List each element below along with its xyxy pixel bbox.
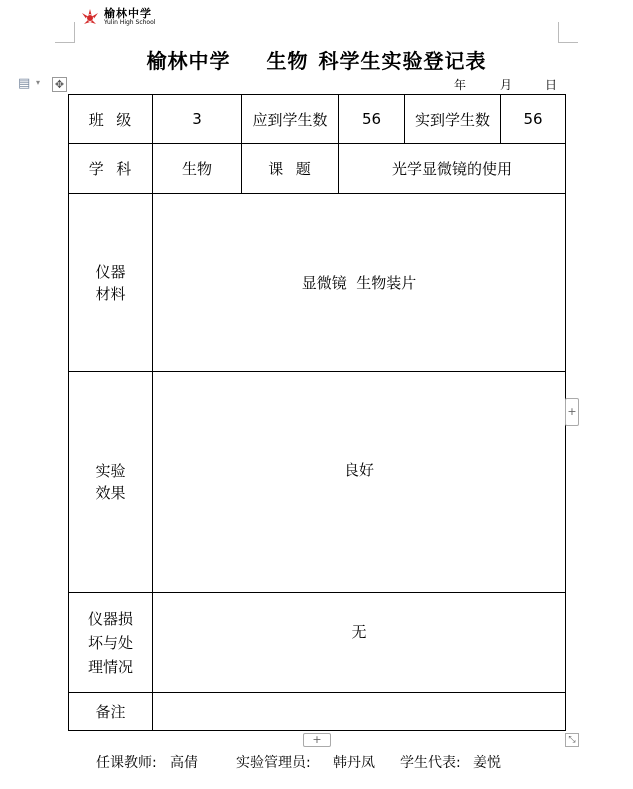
title-heading: 科学生实验登记表 bbox=[318, 49, 487, 73]
topic-label: 课 题 bbox=[242, 144, 339, 194]
subject-label: 学 科 bbox=[69, 144, 153, 194]
table-row bbox=[69, 95, 566, 144]
damage-label bbox=[69, 593, 153, 693]
actual-students-value[interactable]: 56 bbox=[501, 95, 566, 144]
subject-value[interactable]: 生物 bbox=[153, 144, 242, 194]
logo-name-en: Yulin High School bbox=[104, 19, 156, 26]
table-row bbox=[69, 372, 566, 593]
expected-students-value[interactable]: 56 bbox=[339, 95, 405, 144]
damage-value[interactable]: 无 bbox=[153, 593, 566, 693]
manager-label: 实验管理员: bbox=[236, 755, 311, 771]
add-column-icon[interactable]: + bbox=[565, 398, 579, 426]
materials-label bbox=[69, 194, 153, 372]
title-subject: 生物 bbox=[266, 49, 309, 73]
crop-mark-top-right-h bbox=[558, 42, 578, 43]
damage-label-line3: 理情况 bbox=[87, 657, 133, 676]
crop-mark-top-left-h bbox=[55, 42, 75, 43]
crop-mark-top-left bbox=[74, 22, 75, 42]
crop-mark-top-right bbox=[558, 22, 559, 42]
materials-label-line2: 材料 bbox=[95, 284, 126, 303]
remarks-label: 备注 bbox=[69, 693, 153, 731]
teacher-label: 任课教师: bbox=[96, 755, 157, 771]
table-resize-icon[interactable]: ⤡ bbox=[565, 733, 579, 747]
logo-name-cn: 榆林中学 bbox=[104, 7, 152, 20]
add-row-icon[interactable]: + bbox=[303, 733, 331, 747]
class-value[interactable]: 3 bbox=[153, 95, 242, 144]
date-day-label: 日 bbox=[545, 78, 558, 92]
effect-label-line1: 实验 bbox=[95, 462, 126, 480]
table-row bbox=[69, 144, 566, 194]
date-month-label: 月 bbox=[500, 78, 513, 92]
document-icon[interactable]: ▤ bbox=[18, 76, 31, 91]
materials-label-line1: 仪器 bbox=[95, 262, 126, 281]
manager-name: 韩丹凤 bbox=[333, 755, 375, 771]
damage-label-line2: 坏与处 bbox=[87, 633, 133, 652]
title-school: 榆林中学 bbox=[146, 49, 231, 73]
expected-students-label: 应到学生数 bbox=[242, 95, 339, 144]
school-logo bbox=[80, 4, 155, 30]
chevron-down-icon[interactable]: ▾ bbox=[36, 78, 41, 87]
materials-value[interactable]: 显微镜 生物装片 bbox=[153, 194, 566, 372]
student-rep-label: 学生代表: bbox=[400, 755, 461, 771]
actual-students-label: 实到学生数 bbox=[405, 95, 501, 144]
effect-label-line2: 效果 bbox=[95, 484, 126, 502]
remarks-value[interactable] bbox=[153, 693, 566, 731]
student-rep-name: 姜悦 bbox=[473, 755, 501, 771]
topic-value[interactable]: 光学显微镜的使用 bbox=[339, 144, 566, 194]
class-label: 班 级 bbox=[69, 95, 153, 144]
table-row bbox=[69, 194, 566, 372]
table-row bbox=[69, 593, 566, 693]
registration-table bbox=[68, 94, 566, 731]
damage-label-line1: 仪器损 bbox=[87, 609, 133, 628]
effect-value[interactable]: 良好 bbox=[153, 372, 566, 593]
effect-label bbox=[69, 372, 153, 593]
teacher-name: 高倩 bbox=[170, 755, 198, 771]
school-logo-icon bbox=[80, 7, 100, 27]
date-year-label: 年 bbox=[454, 78, 467, 92]
table-row bbox=[69, 693, 566, 731]
page-title bbox=[0, 45, 633, 74]
table-move-handle-icon[interactable]: ✥ bbox=[52, 77, 67, 92]
